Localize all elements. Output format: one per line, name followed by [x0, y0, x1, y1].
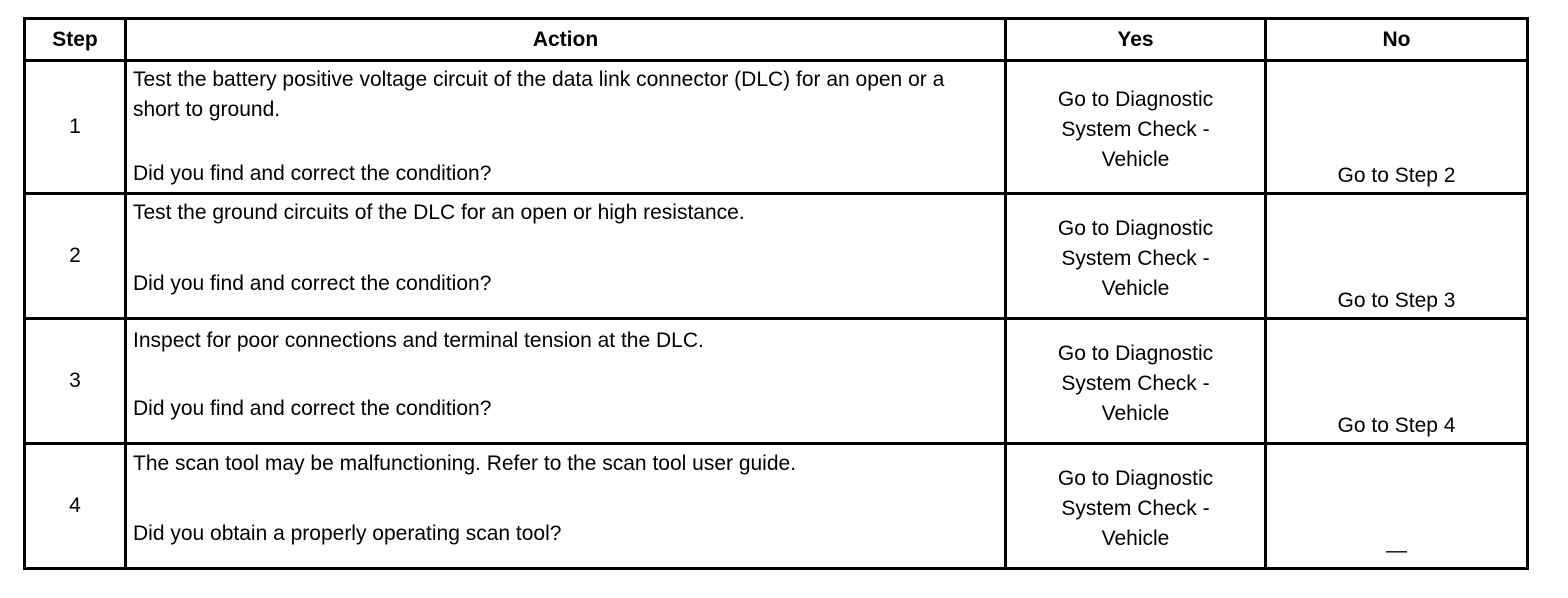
action-text: Test the battery positive voltage circuit of the data link connector (DLC) for an open or a short to ground. [133, 68, 945, 121]
action-cell [126, 61, 1006, 194]
diagnostic-table [23, 17, 1529, 570]
no-cell [1266, 194, 1528, 319]
header-step: Step [25, 19, 126, 61]
table-row [25, 319, 1528, 444]
yes-result: Go to Diagnostic System Check - Vehicle [1057, 342, 1214, 425]
action-cell [126, 444, 1006, 569]
yes-cell [1006, 61, 1266, 194]
table-row [25, 61, 1528, 194]
header-action: Action [126, 19, 1006, 61]
yes-result: Go to Diagnostic System Check - Vehicle [1057, 217, 1214, 300]
action-cell [126, 194, 1006, 319]
header-row [25, 19, 1528, 61]
no-result: Go to Step 3 [1337, 289, 1456, 312]
header-no: No [1266, 19, 1528, 61]
yes-result: Go to Diagnostic System Check - Vehicle [1057, 467, 1214, 550]
no-cell [1266, 61, 1528, 194]
action-text: The scan tool may be malfunctioning. Refer to the scan tool user guide. [133, 452, 797, 475]
action-text: Test the ground circuits of the DLC for an open or high resistance. [133, 201, 745, 224]
yes-cell [1006, 194, 1266, 319]
step-number: 1 [25, 61, 126, 194]
yes-result: Go to Diagnostic System Check - Vehicle [1057, 88, 1214, 171]
table-row [25, 444, 1528, 569]
action-cell [126, 319, 1006, 444]
no-result: Go to Step 4 [1337, 414, 1456, 437]
action-text: Inspect for poor connections and terminal tension at the DLC. [133, 329, 704, 352]
yes-cell [1006, 319, 1266, 444]
no-cell [1266, 319, 1528, 444]
no-result: Go to Step 2 [1337, 164, 1456, 187]
step-number: 3 [25, 319, 126, 444]
action-question: Did you find and correct the condition? [133, 397, 492, 420]
no-cell [1266, 444, 1528, 569]
action-question: Did you find and correct the condition? [133, 162, 492, 185]
action-question: Did you obtain a properly operating scan tool? [133, 522, 562, 545]
no-result: — [1386, 539, 1407, 562]
header-yes: Yes [1006, 19, 1266, 61]
step-number: 2 [25, 194, 126, 319]
step-number: 4 [25, 444, 126, 569]
action-question: Did you find and correct the condition? [133, 272, 492, 295]
table-row [25, 194, 1528, 319]
yes-cell [1006, 444, 1266, 569]
